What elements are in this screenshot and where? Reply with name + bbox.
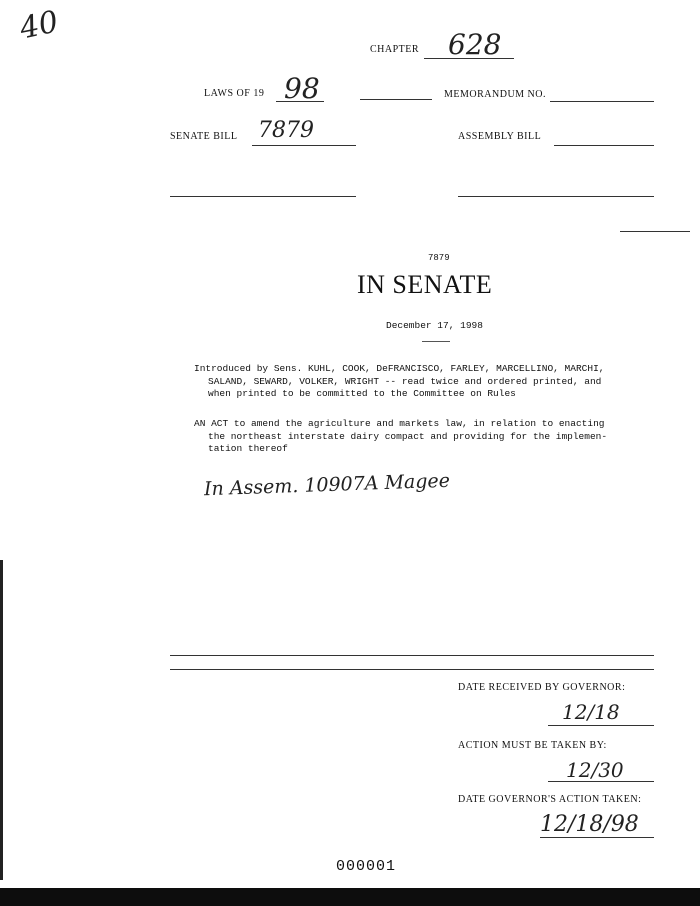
received-value: 12/18 xyxy=(562,700,620,724)
separator-line-1 xyxy=(170,655,654,656)
bill-date: December 17, 1998 xyxy=(386,320,483,331)
act-line: the northeast interstate dairy compact and providing for the implemen- xyxy=(208,430,608,442)
taken-value: 12/18/98 xyxy=(540,812,639,837)
senate-bill-line xyxy=(252,145,356,146)
action-value: 12/30 xyxy=(566,758,624,782)
date-rule xyxy=(422,341,450,342)
laws-label: LAWS OF 19 xyxy=(204,88,265,99)
senate-bill-label: SENATE BILL xyxy=(170,131,238,142)
taken-label: DATE GOVERNOR'S ACTION TAKEN: xyxy=(458,794,642,805)
assembly-bill-label: ASSEMBLY BILL xyxy=(458,131,542,142)
introduced-line: Introduced by Sens. KUHL, COOK, DeFRANCISCO, FARLEY, MARCELLINO, MARCHI, xyxy=(194,363,605,374)
act-paragraph xyxy=(194,418,694,456)
blank-line-right xyxy=(458,196,654,197)
introduced-paragraph xyxy=(194,363,694,401)
received-label: DATE RECEIVED BY GOVERNOR: xyxy=(458,682,626,693)
bill-title: IN SENATE xyxy=(357,270,493,299)
margin-line-right xyxy=(620,231,690,232)
laws-value: 98 xyxy=(284,72,320,105)
scan-bottom-edge xyxy=(0,888,700,906)
assembly-bill-line xyxy=(554,145,654,146)
received-line xyxy=(548,725,654,726)
introduced-line: when printed to be committed to the Committee on Rules xyxy=(208,388,516,399)
memo-label: MEMORANDUM NO. xyxy=(444,89,547,100)
corner-handwritten-note: 40 xyxy=(16,4,62,47)
blank-line-left xyxy=(170,196,356,197)
memo-line xyxy=(550,101,654,102)
handwritten-assembly-note: In Assem. 10907A Magee xyxy=(203,469,451,501)
separator-line-2 xyxy=(170,669,654,670)
taken-line xyxy=(540,837,654,838)
memo-prefix-line xyxy=(360,99,432,100)
introduced-line: SALAND, SEWARD, VOLKER, WRIGHT -- read twice and ordered printed, and xyxy=(208,375,602,387)
act-line: AN ACT to amend the agriculture and markets law, in relation to enacting xyxy=(194,418,605,429)
chapter-value: 628 xyxy=(448,28,502,61)
scan-left-edge xyxy=(0,560,3,880)
page-number: 000001 xyxy=(336,858,397,875)
chapter-label: CHAPTER xyxy=(370,44,420,55)
action-line xyxy=(548,781,654,782)
bill-number: 7879 xyxy=(428,253,450,263)
action-label: ACTION MUST BE TAKEN BY: xyxy=(458,740,607,751)
act-line: tation thereof xyxy=(208,443,288,454)
senate-bill-value: 7879 xyxy=(258,118,314,143)
